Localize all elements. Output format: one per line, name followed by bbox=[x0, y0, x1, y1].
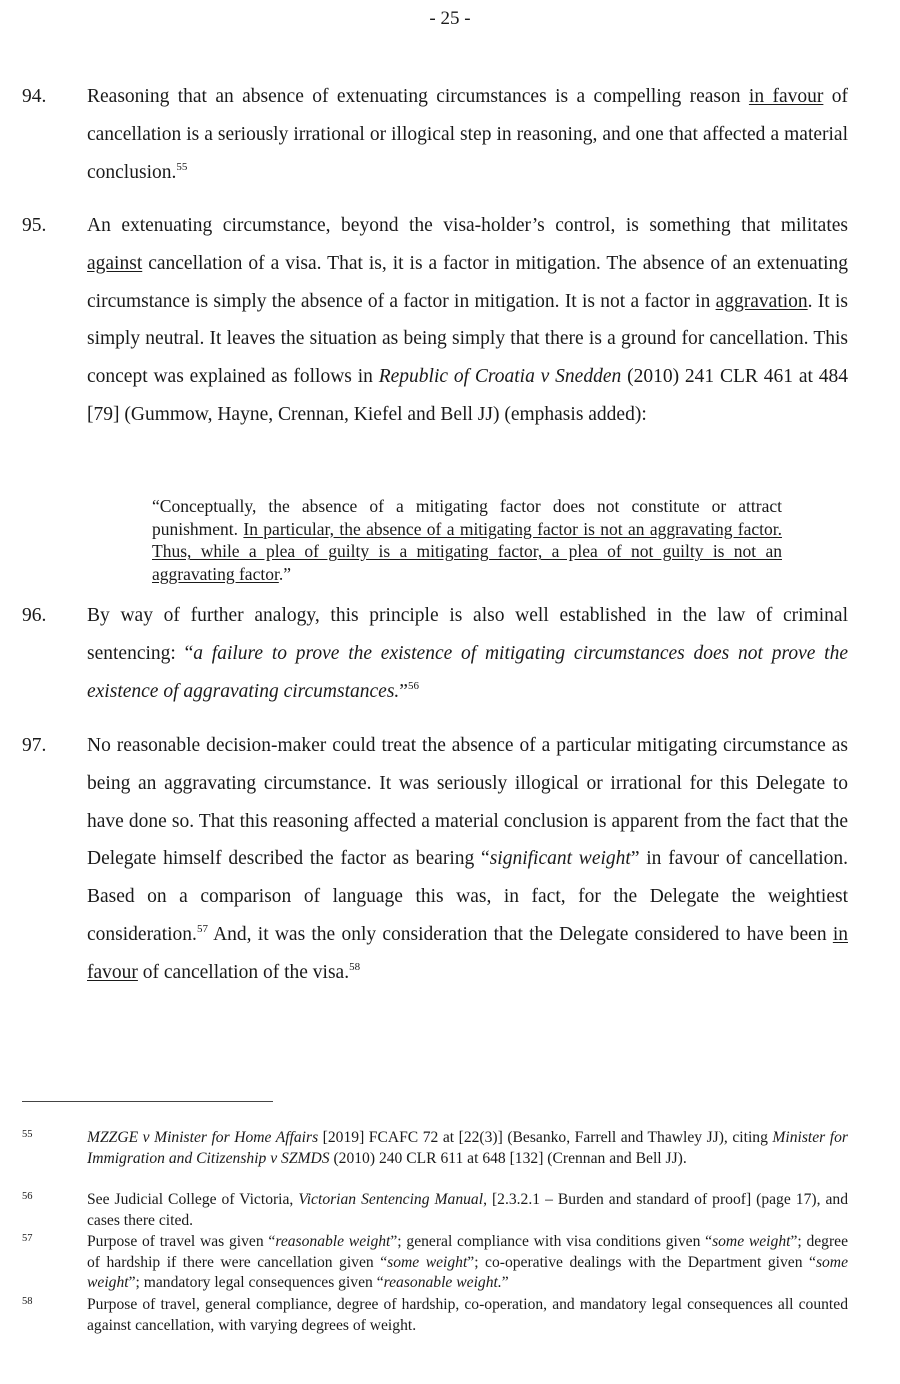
italic-quote: reasonable weight. bbox=[383, 1274, 502, 1292]
text-segment: (2010) 241 CLR 461 at 484 [79] (Gummow, Hayne, Crennan, Kiefel and Bell JJ) (emphasis added): bbox=[87, 366, 849, 425]
text-segment: .” bbox=[278, 563, 291, 584]
footnote-separator bbox=[22, 1101, 273, 1102]
footnote-number: 55 bbox=[22, 1129, 33, 1140]
text-segment: ” in favour of cancellation. Based on a comparison of language this was, in fact, for the Delegate the weightiest consideration. bbox=[87, 848, 848, 945]
underlined-text: in favour bbox=[748, 86, 824, 107]
text-segment: of cancellation of the visa. bbox=[137, 961, 350, 983]
footnote-ref-56[interactable]: 56 bbox=[407, 679, 419, 692]
publication-title: Victorian Sentencing Manual bbox=[298, 1191, 484, 1208]
case-citation: Minister for Immigration and Citizenship v SZMDS bbox=[87, 1129, 848, 1167]
italic-quote: a failure to prove the existence of mitigating circumstances does not prove the existence of aggravating circumstances. bbox=[87, 642, 849, 702]
underlined-text: against bbox=[87, 252, 143, 274]
page-number: - 25 - bbox=[429, 8, 471, 29]
footnote-ref-58[interactable]: 58 bbox=[349, 960, 361, 973]
paragraph-number: 97. bbox=[22, 735, 47, 756]
paragraph-number: 96. bbox=[22, 605, 47, 626]
text-segment: Reasoning that an absence of extenuating circumstances is a compelling reason bbox=[87, 86, 749, 107]
paragraph-96 bbox=[22, 597, 848, 710]
text-segment: [2019] FCAFC 72 at [22(3)] (Besanko, Farrell and Thawley JJ), citing bbox=[318, 1129, 773, 1146]
text-segment: By way of further analogy, this principle is also well established in the law of criminal sentencing: “ bbox=[87, 605, 848, 664]
paragraph-number: 94. bbox=[22, 86, 47, 107]
italic-quote: reasonable weight bbox=[275, 1233, 391, 1250]
text-segment: ”; mandatory legal consequences given “ bbox=[128, 1274, 384, 1292]
underlined-text: aggravation bbox=[715, 290, 808, 312]
paragraph-body bbox=[87, 597, 848, 710]
footnote-number: 56 bbox=[22, 1191, 33, 1202]
emphasized-text: In particular, the absence of a mitigating factor is not an aggravating factor. Thus, while a plea of guilty is a mitigating factor, a plea of not guilty is not an aggravating factor bbox=[152, 518, 782, 584]
case-citation: Republic of Croatia v Snedden bbox=[378, 366, 622, 388]
footnote-58 bbox=[22, 1295, 848, 1336]
text-segment: of cancellation is a seriously irrational or illogical step in reasoning, and one that affected a material conclusion. bbox=[87, 86, 849, 183]
text-segment: “Conceptually, the absence of a mitigating factor does not constitute or attract punishment. bbox=[152, 496, 782, 539]
footnote-number: 58 bbox=[22, 1296, 33, 1307]
text-segment: ”; degree of hardship if there were cancellation given “ bbox=[87, 1233, 849, 1271]
text-segment: See Judicial College of Victoria, bbox=[87, 1191, 299, 1208]
paragraph-95 bbox=[22, 207, 848, 434]
footnote-body bbox=[87, 1232, 848, 1294]
footnote-number: 57 bbox=[22, 1233, 33, 1244]
italic-quote: some weight bbox=[87, 1253, 848, 1292]
footnote-body bbox=[87, 1190, 848, 1231]
case-citation: MZZGE v Minister for Home Affairs bbox=[87, 1129, 319, 1146]
footnote-ref-57[interactable]: 57 bbox=[196, 922, 208, 935]
text-segment: , [2.3.2.1 – Burden and standard of proof] (page 17), and cases there cited. bbox=[87, 1191, 849, 1229]
block-quote bbox=[152, 495, 782, 585]
text-segment: Purpose of travel was given “ bbox=[87, 1233, 276, 1250]
footnote-body bbox=[87, 1128, 848, 1169]
paragraph-number: 95. bbox=[22, 215, 47, 236]
text-segment: cancellation of a visa. That is, it is a factor in mitigation. The absence of an extenuating circumstance is simply the absence of a factor in mitigation. It is not a factor in bbox=[87, 252, 848, 312]
paragraph-body bbox=[87, 207, 848, 434]
text-segment: . It is simply neutral. It leaves the situation as being simply that there is a ground for cancellation. This concept was explained as follows in bbox=[87, 290, 849, 388]
footnote-55 bbox=[22, 1128, 848, 1169]
underlined-text: in favour bbox=[87, 923, 848, 983]
footnote-57 bbox=[22, 1232, 848, 1294]
text-segment: An extenuating circumstance, beyond the visa-holder’s control, is something that militates bbox=[87, 215, 848, 236]
paragraph-94 bbox=[22, 78, 848, 191]
text-segment: Purpose of travel, general compliance, degree of hardship, co-operation, and mandatory legal consequences all counted against cancellation, with varying degrees of weight. bbox=[87, 1296, 848, 1334]
text-segment: ” bbox=[501, 1274, 509, 1292]
paragraph-97 bbox=[22, 727, 848, 992]
paragraph-body bbox=[87, 78, 848, 191]
footnote-56 bbox=[22, 1190, 848, 1231]
text-segment: (2010) 240 CLR 611 at 648 [132] (Crennan and Bell JJ). bbox=[329, 1149, 687, 1167]
italic-quote: significant weight bbox=[489, 848, 631, 870]
footnote-body bbox=[87, 1295, 848, 1336]
text-segment: No reasonable decision-maker could treat the absence of a particular mitigating circumstance as being an aggravating circumstance. It was seriously illogical or irrational for this Delegate to have done so. That this reasoning affected a material conclusion is apparent from the fact that the Delegate himself described the factor as bearing “ bbox=[87, 735, 848, 870]
text-segment: ”; co-operative dealings with the Department given “ bbox=[467, 1253, 816, 1271]
footnote-ref-55[interactable]: 55 bbox=[176, 160, 188, 173]
italic-quote: some weight bbox=[387, 1253, 468, 1271]
paragraph-body bbox=[87, 727, 848, 992]
text-segment: And, it was the only consideration that the Delegate considered to have been bbox=[207, 923, 833, 945]
text-segment: ”; general compliance with visa conditions given “ bbox=[390, 1233, 713, 1250]
italic-quote: some weight bbox=[712, 1233, 791, 1250]
text-segment: ” bbox=[399, 680, 408, 702]
